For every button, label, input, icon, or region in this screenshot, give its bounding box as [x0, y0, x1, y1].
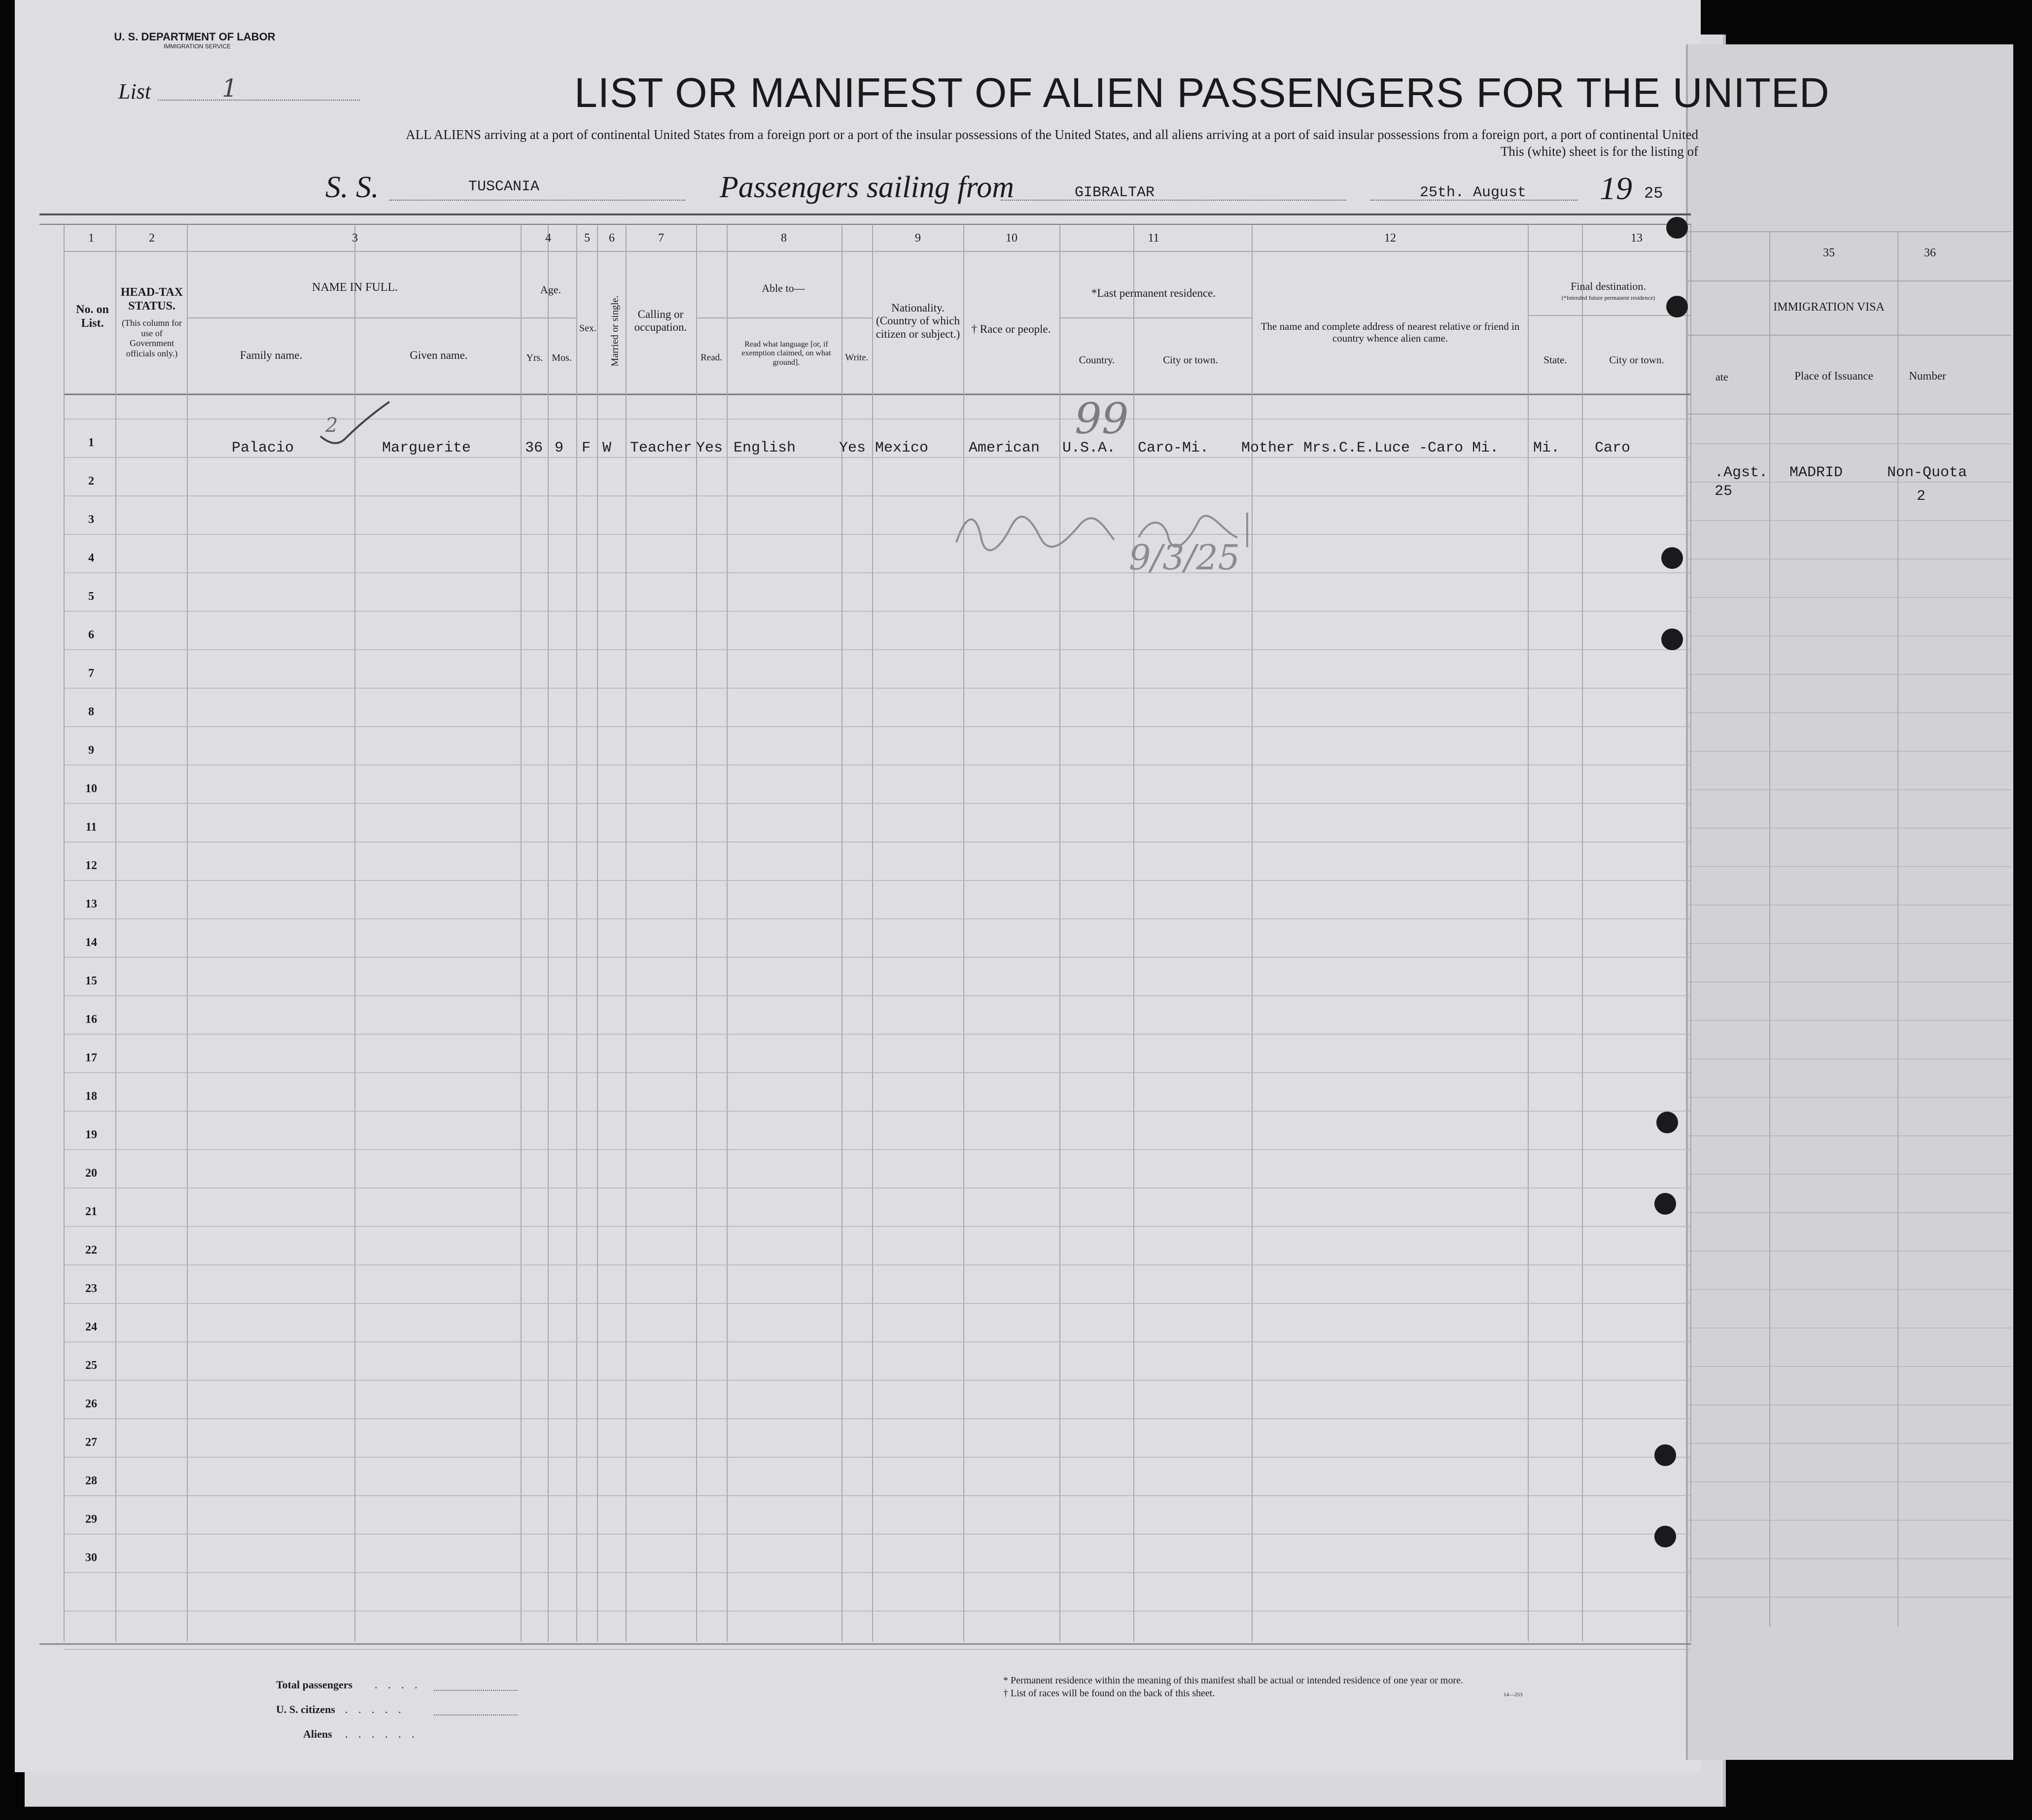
- ship-name: TUSCANIA: [468, 178, 540, 195]
- agency-name: U. S. DEPARTMENT OF LABOR: [114, 31, 276, 43]
- side-column-number: 35: [1823, 246, 1835, 259]
- column-number: 1: [88, 232, 94, 245]
- passenger-read: Yes: [696, 440, 723, 456]
- passenger-write: Yes: [839, 440, 866, 456]
- passenger-given-name: Marguerite: [382, 440, 471, 456]
- list-label: List: [118, 79, 151, 104]
- side-column-number: 36: [1924, 246, 1936, 259]
- checkmark-icon: [315, 394, 394, 449]
- punch-hole: [1666, 217, 1688, 239]
- header-write: Write.: [845, 352, 869, 363]
- header-country: Country.: [1079, 354, 1115, 366]
- row-number: 4: [88, 552, 94, 564]
- passenger-sex: F: [582, 440, 591, 456]
- footer-us-citizens: U. S. citizens: [276, 1703, 335, 1715]
- header-immigration-visa: IMMIGRATION VISA: [1773, 301, 1885, 314]
- row-number: 16: [85, 1013, 97, 1026]
- footer-note-2: † List of races will be found on the back of this sheet.: [1003, 1688, 1215, 1699]
- passenger-married: W: [602, 440, 612, 456]
- header-head-tax: HEAD-TAX STATUS.: [120, 286, 183, 313]
- header-visa-date: ate: [1716, 371, 1728, 383]
- row-number: 10: [85, 782, 97, 795]
- header-married: Married or single.: [609, 295, 621, 367]
- punch-hole: [1661, 547, 1683, 569]
- row-number: 29: [85, 1513, 97, 1526]
- column-number: 7: [658, 232, 664, 245]
- list-number-line: [158, 100, 360, 101]
- column-number: 10: [1006, 232, 1017, 245]
- handwritten-signature: [951, 503, 1287, 562]
- passenger-country: U.S.A.: [1062, 440, 1116, 456]
- row-number: 19: [85, 1128, 97, 1141]
- row-number: 26: [85, 1398, 97, 1410]
- passenger-family-name: Palacio: [232, 440, 294, 456]
- subtitle-line-1: ALL ALIENS arriving at a port of continental United States from a foreign port or a port of the insular possessions of the United States, and all aliens arriving at a port of said insular possessions from a foreign port, a port of continental United: [406, 127, 1698, 142]
- footer-dots: . . . . . .: [345, 1728, 419, 1740]
- passenger-occupation: Teacher: [630, 440, 693, 456]
- row-number: 21: [85, 1205, 97, 1218]
- punch-hole: [1656, 1112, 1678, 1133]
- row-number: 12: [85, 859, 97, 872]
- punch-hole: [1666, 296, 1688, 317]
- column-number: 4: [545, 232, 551, 245]
- handwritten-date: 9/3/25: [1129, 537, 1240, 578]
- footer-dots: . . . .: [375, 1679, 421, 1691]
- header-read-language: Read what language [or, if exemption claimed, on what ground].: [741, 340, 831, 367]
- list-check-number: 2: [325, 414, 338, 437]
- column-number: 6: [609, 232, 615, 245]
- header-age: Age.: [540, 283, 561, 296]
- row-number: 2: [88, 475, 94, 488]
- header-given-name: Given name.: [410, 349, 468, 361]
- punch-hole: [1654, 1444, 1676, 1466]
- service-name: IMMIGRATION SERVICE: [163, 43, 231, 50]
- row-number: 1: [88, 436, 94, 449]
- header-visa-number: Number: [1909, 370, 1946, 382]
- punch-hole: [1661, 629, 1683, 650]
- manifest-title: LIST OR MANIFEST OF ALIEN PASSENGERS FOR THE UNITED: [574, 70, 1830, 116]
- row-number: 7: [88, 667, 94, 680]
- row-number: 22: [85, 1244, 97, 1257]
- passenger-visa-place: MADRID: [1789, 464, 1843, 481]
- footer-total-line: [434, 1690, 518, 1691]
- punch-hole: [1654, 1526, 1676, 1547]
- row-number: 28: [85, 1474, 97, 1487]
- passenger-race: American: [969, 440, 1040, 456]
- header-nationality: Nationality. (Country of which citizen or subject.): [876, 302, 960, 340]
- passenger-dest-state: Mi.: [1533, 440, 1560, 456]
- row-number: 3: [88, 513, 94, 526]
- column-number: 9: [915, 232, 921, 245]
- row-number: 25: [85, 1359, 97, 1372]
- row-number: 9: [88, 744, 94, 757]
- passenger-age-yrs: 36: [525, 440, 543, 456]
- year-prefix: 19: [1600, 171, 1632, 207]
- port-name: GIBRALTAR: [1075, 184, 1155, 201]
- ss-label: S. S.: [325, 171, 379, 204]
- header-final-destination-note: (*Intended future permanent residence): [1561, 294, 1655, 301]
- row-number: 6: [88, 629, 94, 641]
- header-race: † Race or people.: [971, 323, 1051, 335]
- footer-note-1: * Permanent residence within the meaning of this manifest shall be actual or intended residence of one year or more.: [1003, 1675, 1464, 1686]
- footer-form-code: 14—253: [1504, 1692, 1523, 1698]
- header-age-yrs: Yrs.: [526, 352, 543, 363]
- passenger-language: English: [734, 440, 796, 456]
- handwritten-mark: 99: [1075, 394, 1129, 444]
- footer-aliens: Aliens: [303, 1728, 332, 1740]
- header-head-tax-note: (This column for use of Government officials only.): [122, 318, 182, 359]
- year-suffix: 25: [1644, 184, 1663, 203]
- passenger-visa-number-line2: 2: [1917, 488, 1926, 505]
- footer-total-passengers: Total passengers: [276, 1679, 353, 1691]
- sailing-label: Passengers sailing from: [720, 171, 1015, 204]
- column-number: 5: [584, 232, 590, 245]
- column-number: 11: [1148, 232, 1159, 245]
- passenger-visa-date: .Agst.: [1715, 464, 1768, 481]
- row-number: 18: [85, 1090, 97, 1103]
- row-number: 27: [85, 1436, 97, 1449]
- passenger-age-mos: 9: [555, 440, 564, 456]
- column-number: 13: [1631, 232, 1643, 245]
- header-place-of-issuance: Place of Issuance: [1794, 370, 1873, 382]
- passenger-relative: Mother Mrs.C.E.Luce -Caro Mi.: [1241, 440, 1499, 456]
- footer-dots: . . . . .: [345, 1703, 405, 1715]
- header-last-residence: *Last permanent residence.: [1091, 287, 1216, 299]
- row-number: 8: [88, 705, 94, 718]
- row-number: 13: [85, 898, 97, 910]
- header-read: Read.: [701, 352, 722, 363]
- column-number: 12: [1384, 232, 1396, 245]
- passenger-visa-number: Non-Quota: [1887, 464, 1967, 481]
- port-line: [1001, 200, 1346, 201]
- passenger-city: Caro-Mi.: [1138, 440, 1209, 456]
- header-name-in-full: NAME IN FULL.: [312, 281, 398, 294]
- row-number: 23: [85, 1282, 97, 1295]
- header-dest-city: City or town.: [1609, 354, 1664, 366]
- header-age-mos: Mos.: [552, 352, 572, 363]
- header-family-name: Family name.: [240, 349, 303, 361]
- row-number: 15: [85, 975, 97, 987]
- row-number: 20: [85, 1167, 97, 1180]
- ship-name-line: [389, 200, 685, 201]
- header-final-destination: Final destination.: [1571, 280, 1646, 292]
- column-number: 2: [149, 232, 155, 245]
- row-number: 17: [85, 1051, 97, 1064]
- header-state: State.: [1543, 354, 1567, 366]
- row-number: 30: [85, 1551, 97, 1564]
- header-calling: Calling or occupation.: [634, 308, 687, 334]
- header-sex: Sex.: [579, 323, 596, 334]
- passenger-dest-city: Caro: [1595, 440, 1631, 456]
- passenger-visa-date-line2: 25: [1715, 483, 1733, 500]
- list-number: 1: [222, 74, 238, 103]
- row-number: 11: [85, 821, 97, 834]
- row-number: 5: [88, 590, 94, 603]
- header-no-on-list: No. on List.: [76, 303, 109, 330]
- header-relative: The name and complete address of nearest relative or friend in country whence alien came.: [1261, 320, 1520, 345]
- column-number: 8: [781, 232, 787, 245]
- column-number: 3: [352, 232, 358, 245]
- passenger-nationality: Mexico: [875, 440, 929, 456]
- row-number: 14: [85, 936, 97, 949]
- subtitle-line-2: This (white) sheet is for the listing of: [1500, 144, 1698, 159]
- punch-hole: [1654, 1193, 1676, 1215]
- row-number: 24: [85, 1321, 97, 1333]
- header-able-to: Able to—: [762, 282, 805, 294]
- sailing-date: 25th. August: [1420, 184, 1527, 201]
- header-city: City or town.: [1163, 354, 1218, 366]
